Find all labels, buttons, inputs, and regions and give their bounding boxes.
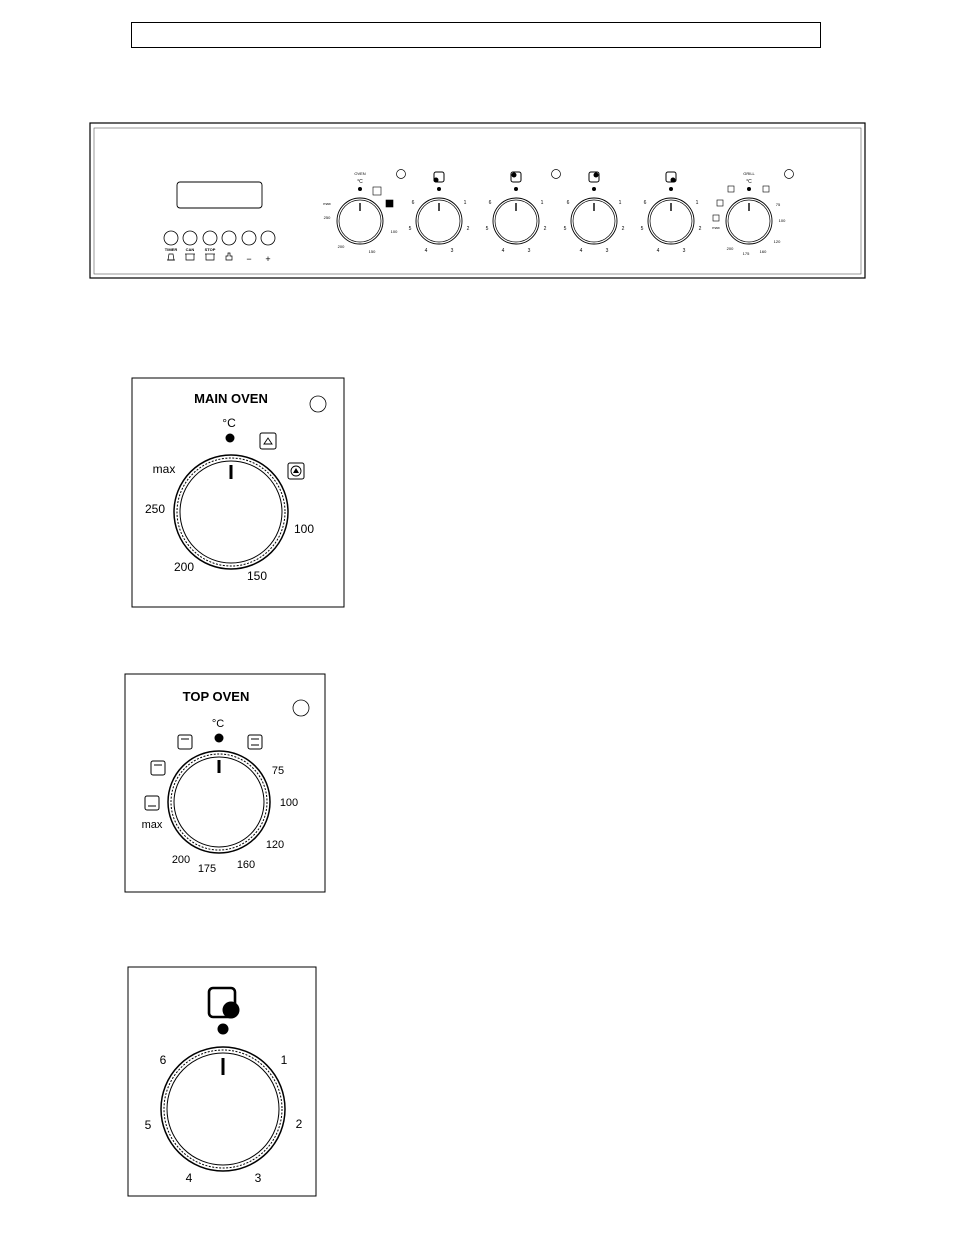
hob-mini-knob-1[interactable] (409, 172, 470, 254)
mini-hob-label: 3 (527, 248, 531, 254)
bell-icon (167, 254, 175, 260)
mini-hob-label: 4 (424, 248, 428, 254)
mini-top-label: max (712, 225, 720, 230)
mini-hob-label: 2 (621, 226, 625, 232)
button-label-timer: TIMER (164, 247, 178, 252)
mini-main-label: 150 (368, 249, 376, 254)
top-oven-title: TOP OVEN (182, 689, 250, 704)
mini-hob-label: 5 (485, 226, 489, 232)
button-label-stop: STOP (204, 247, 216, 252)
mini-hob-label: 1 (463, 200, 467, 206)
top-oven-label-100: 100 (279, 797, 299, 809)
plus-button[interactable] (261, 231, 275, 245)
oven-fan-icon (288, 463, 304, 479)
grill-icon (728, 186, 734, 192)
mini-hob-label: 2 (698, 226, 702, 232)
mini-top-label: 100 (778, 218, 786, 223)
hob-mini-knob-4[interactable] (641, 172, 702, 254)
top-oven-label-max: max (141, 819, 163, 831)
mini-top-unit: °C (746, 179, 752, 185)
position-marker (226, 434, 235, 443)
hob-label-6: 6 (159, 1053, 167, 1067)
mini-main-label: 250 (323, 215, 331, 220)
top-oven-label-120: 120 (265, 839, 285, 851)
mini-hob-label: 3 (605, 248, 609, 254)
top-oven-label-200: 200 (171, 854, 191, 866)
mini-main-title: OVEN (354, 171, 366, 176)
hob-zone-icon (511, 172, 521, 182)
mini-hob-label: 2 (466, 226, 470, 232)
main-oven-label-100: 100 (293, 522, 315, 536)
mini-hob-label: 3 (682, 248, 686, 254)
stop-time-icon (205, 254, 215, 260)
main-oven-title: MAIN OVEN (194, 391, 268, 406)
oven-light-icon (373, 187, 381, 195)
hob-label-4: 4 (185, 1171, 193, 1185)
position-marker (215, 734, 224, 743)
mini-hob-label: 3 (450, 248, 454, 254)
mini-hob-label: 2 (543, 226, 547, 232)
mini-hob-label: 6 (566, 200, 570, 206)
hob-mini-knob-2[interactable] (486, 172, 547, 254)
main-oven-panel (132, 378, 344, 607)
top-oven-label-175: 175 (197, 863, 217, 875)
hob-label-3: 3 (254, 1171, 262, 1185)
top-oven-knob[interactable] (168, 751, 270, 853)
mini-main-label: 100 (390, 229, 398, 234)
oven-fan-icon (386, 200, 393, 207)
full-grill-icon (248, 735, 262, 749)
mini-main-unit: °C (357, 179, 363, 185)
top-oven-mini-knob[interactable] (712, 171, 786, 256)
main-oven-knob[interactable] (174, 455, 288, 569)
indicator-light-icon (293, 700, 309, 716)
mini-hob-label: 6 (643, 200, 647, 206)
button-label-plus: + (265, 254, 271, 264)
hob-zone-icon (209, 988, 240, 1019)
mini-hob-label: 5 (563, 226, 567, 232)
cook-time-icon (185, 254, 195, 260)
mini-hob-label: 4 (656, 248, 660, 254)
oven-light-icon (260, 433, 276, 449)
stop-button[interactable] (203, 231, 217, 245)
mini-hob-label: 1 (540, 200, 544, 206)
mini-hob-label: 1 (695, 200, 699, 206)
hob-label-1: 1 (280, 1053, 288, 1067)
mini-hob-label: 1 (618, 200, 622, 206)
minus-button[interactable] (242, 231, 256, 245)
top-grill-icon (178, 735, 192, 749)
main-oven-label-250: 250 (144, 502, 166, 516)
timer-display (177, 182, 262, 208)
button-label-cook: CAN (185, 247, 195, 252)
grill-icon (763, 186, 769, 192)
mini-hob-label: 4 (579, 248, 583, 254)
hob-zone-icon (666, 172, 676, 183)
hob-mini-knob-3[interactable] (564, 172, 625, 254)
main-oven-unit: °C (222, 416, 236, 430)
top-oven-label-160: 160 (236, 859, 256, 871)
hob-control-panel (128, 967, 316, 1196)
button-label-minus: − (246, 254, 252, 264)
mini-top-label: 160 (759, 249, 767, 254)
main-oven-label-200: 200 (173, 560, 195, 574)
hob-knob[interactable] (161, 1047, 285, 1171)
main-oven-label-max: max (152, 462, 176, 476)
timer-buttons (164, 231, 275, 264)
control-panel (90, 123, 865, 278)
position-marker (218, 1024, 229, 1035)
mini-top-label: 175 (742, 251, 750, 256)
indicator-light-icon (310, 396, 326, 412)
mini-top-title: GRILL (743, 171, 755, 176)
manual-button[interactable] (222, 231, 236, 245)
hob-zone-icon (589, 172, 599, 182)
indicator-light-icon (552, 170, 561, 179)
mini-hob-label: 5 (640, 226, 644, 232)
hob-label-5: 5 (144, 1118, 152, 1132)
mini-hob-label: 6 (411, 200, 415, 206)
cook-button[interactable] (183, 231, 197, 245)
mini-top-label: 75 (775, 202, 781, 207)
grill-icon (717, 200, 723, 206)
bottom-heat-icon (145, 796, 159, 810)
mini-main-label: max (323, 201, 331, 206)
hob-label-2: 2 (295, 1117, 303, 1131)
main-oven-label-150: 150 (246, 569, 268, 583)
mini-top-label: 200 (726, 246, 734, 251)
mini-hob-label: 4 (501, 248, 505, 254)
main-oven-mini-knob[interactable] (323, 171, 398, 254)
mini-hob-label: 6 (488, 200, 492, 206)
mini-main-label: 200 (337, 244, 345, 249)
mini-top-label: 120 (773, 239, 781, 244)
top-oven-label-75: 75 (271, 765, 285, 777)
indicator-light-icon (397, 170, 406, 179)
top-oven-unit: °C (211, 718, 225, 730)
timer-button[interactable] (164, 231, 178, 245)
grill-icon (713, 215, 719, 221)
mini-hob-label: 5 (408, 226, 412, 232)
top-heat-icon (151, 761, 165, 775)
indicator-light-icon (785, 170, 794, 179)
hob-zone-icon (434, 172, 445, 183)
hand-icon (226, 253, 232, 260)
top-oven-panel (125, 674, 325, 892)
